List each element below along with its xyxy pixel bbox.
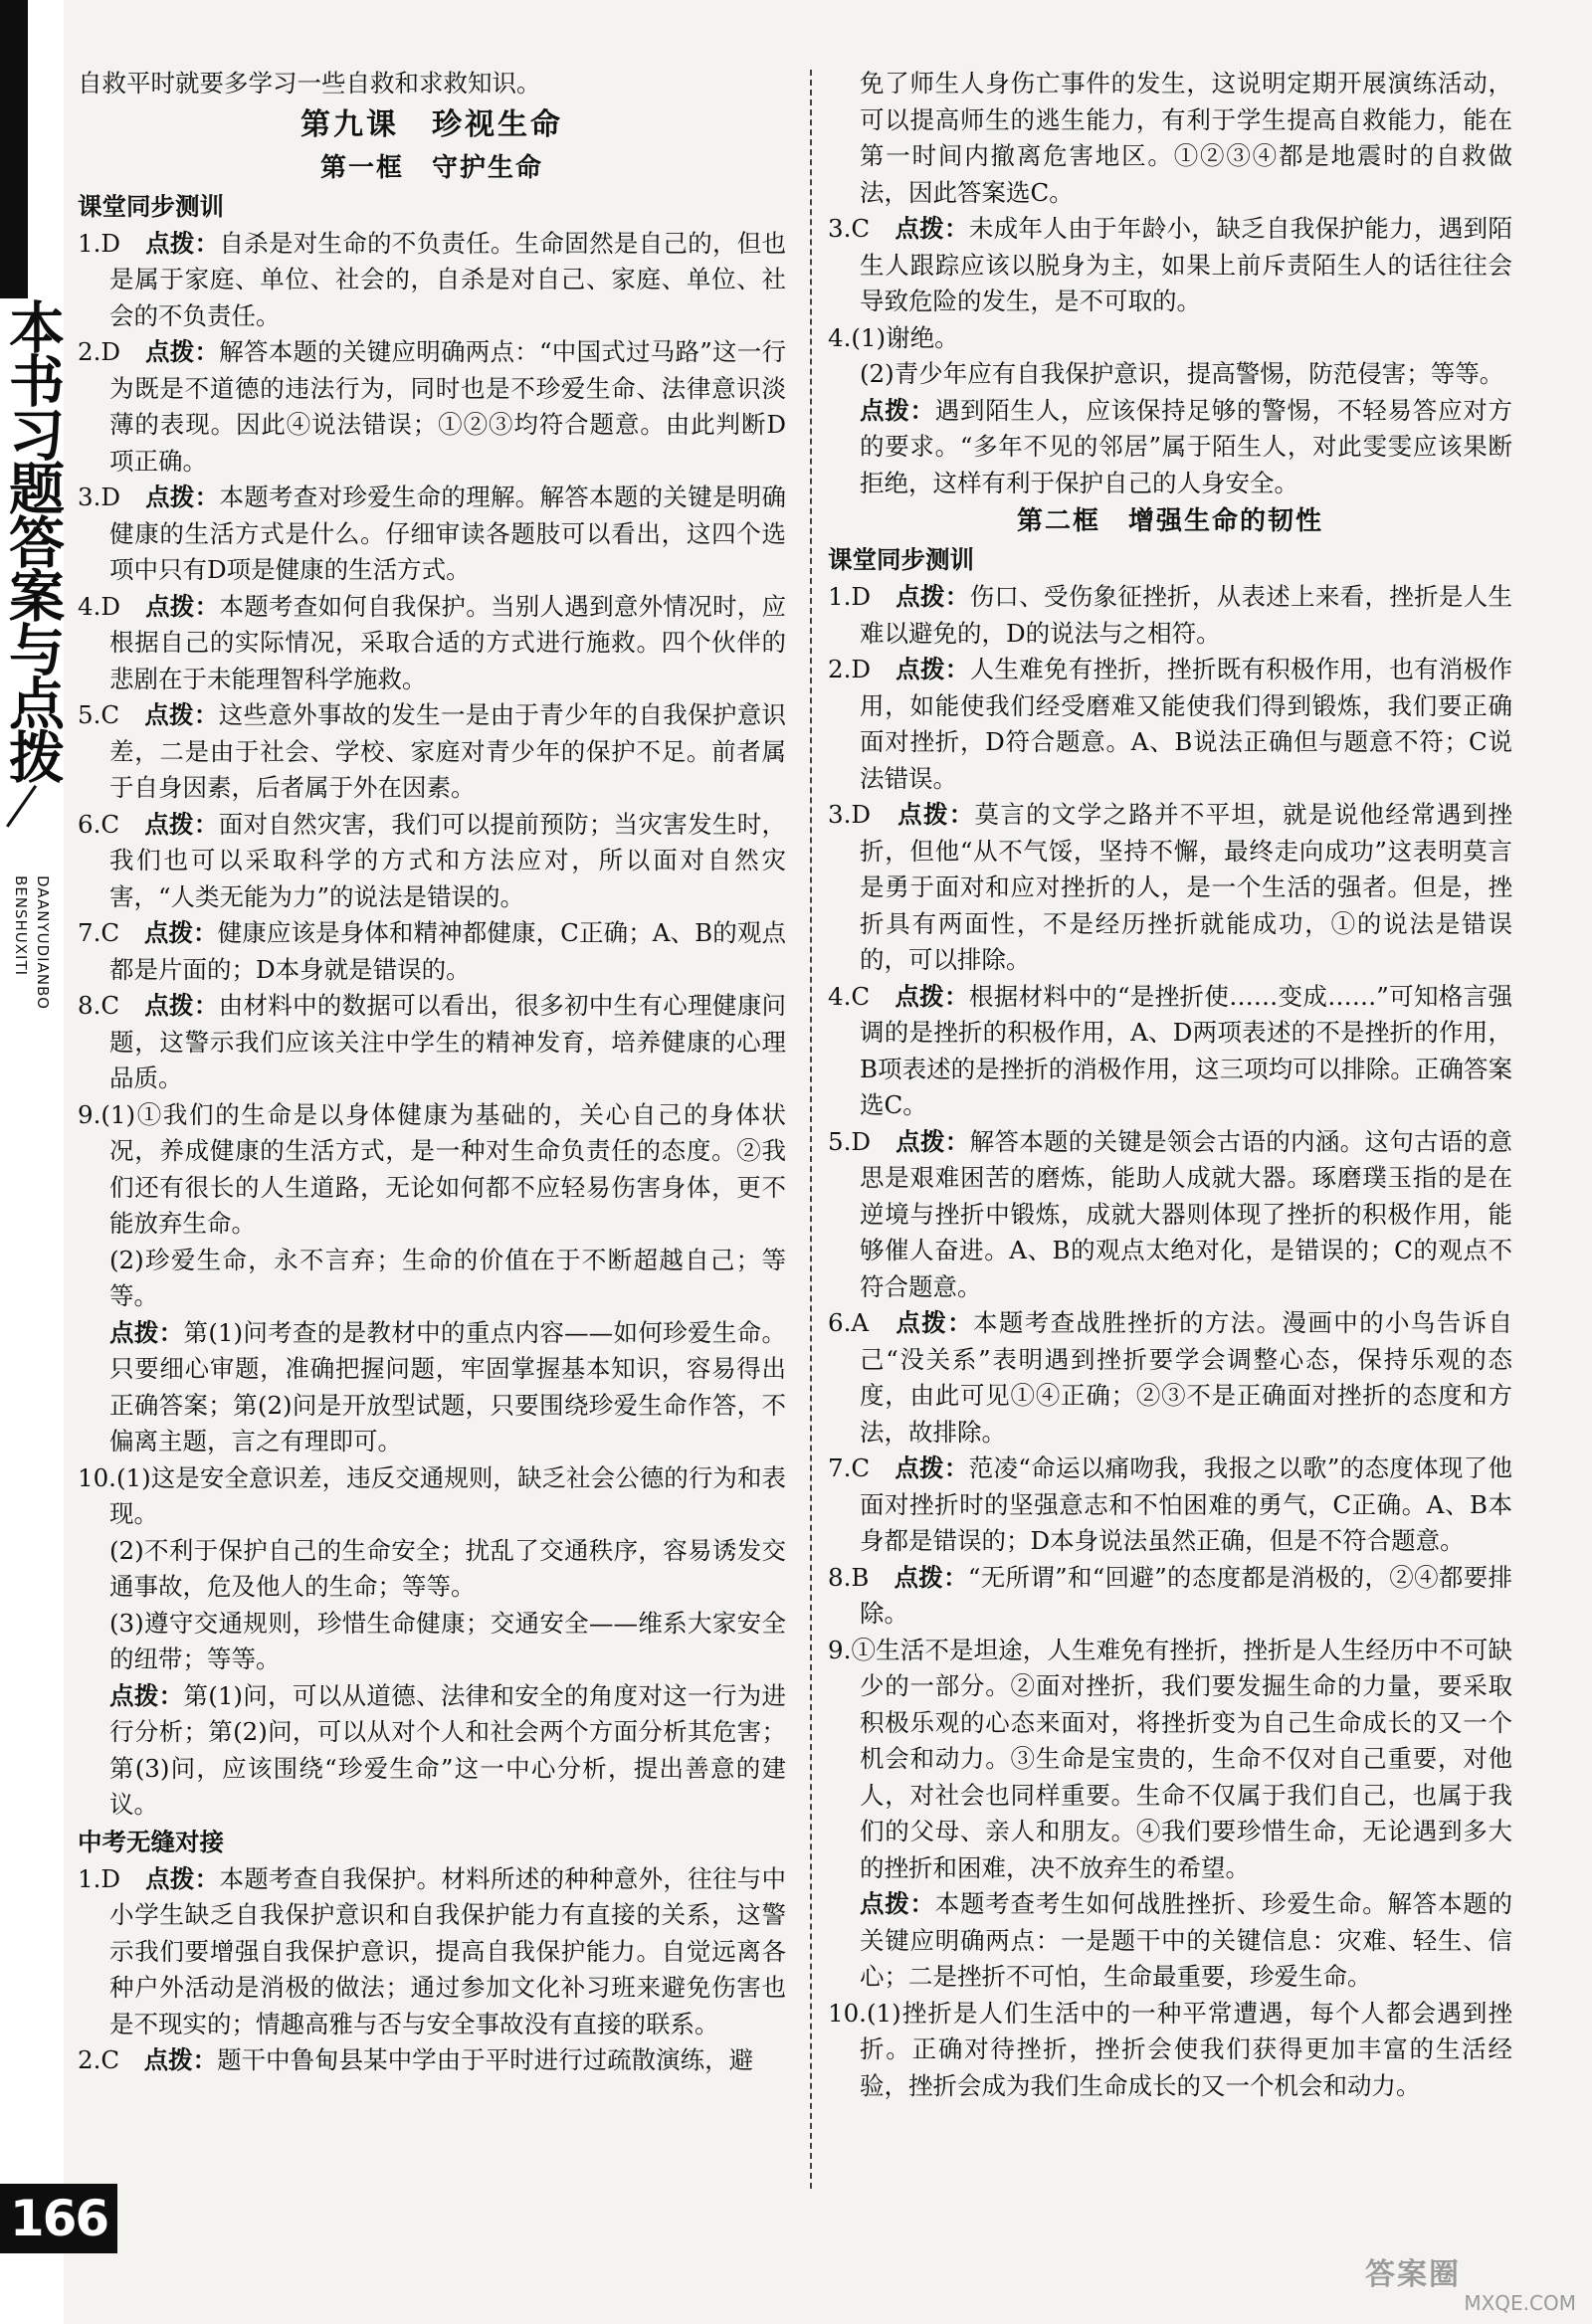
tip-label: 点拨：	[894, 1562, 968, 1592]
answer-10: 10.(1)这是安全意识差，违反交通规则，缺乏社会公德的行为和表现。	[78, 1462, 786, 1528]
tip-label: 点拨：	[109, 1680, 184, 1710]
frame-title: 第一框 守护生命	[319, 152, 543, 183]
frame-title: 第二框 增强生命的韧性	[1016, 506, 1323, 536]
spine-title: 本书习题答案与点拨	[0, 298, 65, 782]
tip-label: 点拨：	[145, 228, 220, 258]
answer-9-tip: 点拨：第(1)问考查的是教材中的重点内容——如何珍爱生命。只要细心审题，准确把握问题，牢固掌握基本知识，容易得出正确答案；第(2)问是开放型试题，只要围绕珍爱生命作答，不偏离主题，言之有理即可。	[109, 1317, 787, 1455]
spine-pinyin-line-1: BENSHUXITI	[12, 875, 30, 977]
answer-item: 5.D 点拨：解答本题的关键是领会古语的内涵。这句古语的意思是艰难困苦的磨炼，能助人成就大器。琢磨璞玉指的是在逆境与挫折中锻炼，成就大器则体现了挫折的积极作用，能够催人奋进。A、B的观点太绝对化，是错误的；C的观点不符合题意。	[828, 1126, 1513, 1301]
spine-pinyin-line-2: DAANYUDIANBO	[34, 875, 52, 1010]
answer-9: 9.①生活不是坦途，人生难免有挫折，挫折是人生经历中不可缺少的一部分。②面对挫折，我们要发掘生命的力量，要采取积极乐观的心态来面对，将挫折变为自己生命成长的又一个机会和动力。③生命是宝贵的，生命不仅对自己重要，对他人，对社会也同样重要。生命不仅属于我们自己，也属于我们的父母、亲人和朋友。④我们要珍惜生命，无论遇到多大的挫折和困难，决不放弃生的希望。	[828, 1635, 1512, 1882]
exam-answer-3: 3.C 点拨：未成年人由于年龄小，缺乏自我保护能力，遇到陌生人跟踪应该以脱身为主，如果上前斥责陌生人的话往往会导致危险的发生，是不可取的。	[828, 214, 1513, 315]
answer-item: 1.D 点拨：伤口、受伤象征挫折，从表述上来看，挫折是人生难以避免的，D的说法与之相符。	[828, 582, 1513, 648]
answer-item: 7.C 点拨：健康应该是身体和精神都健康，C正确；A、B的观点都是片面的；D本身就是错误的。	[78, 918, 786, 984]
watermark-logo	[1365, 2258, 1584, 2318]
answer-item: 1.D 点拨：自杀是对生命的不负责任。生命固然是自己的，但也是属于家庭、单位、社会的，自杀是对自己、家庭、单位、社会的不负责任。	[78, 228, 787, 330]
tip-label: 点拨：	[145, 337, 220, 366]
section-heading: 课堂同步测训	[78, 191, 224, 221]
answer-10-part-2: (2)不利于保护自己的生命安全；扰乱了交通秩序，容易诱发交通事故，危及他人的生命；等等。	[109, 1535, 786, 1601]
answer-list	[828, 579, 1512, 1633]
answer-item: 3.D 点拨：莫言的文学之路并不平坦，就是说他经常遇到挫折，但他“从不气馁，坚持不懈，最终走向成功”这表明莫言是勇于面对和应对挫折的人，是一个生活的强者。但是，挫折具有两面性，不是经历挫折就能成功，①的说法是错误的，可以排除。	[828, 800, 1513, 974]
tip-label: 点拨：	[860, 395, 935, 425]
answer-10: 10.(1)挫折是人们生活中的一种平常遭遇，每个人都会遇到挫折。正确对待挫折，挫折会使我们获得更加丰富的生活经验，挫折会成为我们生命成长的又一个机会和动力。	[828, 1998, 1512, 2100]
answer-10-part-3: (3)遵守交通规则，珍惜生命健康；交通安全——维系大家安全的纽带；等等。	[109, 1608, 786, 1673]
exam-answer-4: 4.(1)谢绝。	[828, 322, 959, 352]
tip-label: 点拨：	[145, 591, 220, 621]
spine-pinyin	[8, 875, 58, 1134]
tip-label: 点拨：	[895, 1453, 969, 1482]
tip-label: 点拨：	[144, 991, 219, 1020]
answer-item: 4.C 点拨：根据材料中的“是挫折使……变成……”可知格言强调的是挫折的积极作用，A、D两项表述的不是挫折的作用，B项表述的是挫折的消极作用，这三项均可以排除。正确答案选C。	[828, 981, 1513, 1119]
tip-label: 点拨：	[897, 800, 975, 829]
answer-item: 7.C 点拨：范凌“命运以痛吻我，我报之以歌”的态度体现了他面对挫折时的坚强意志和不怕困难的勇气，C正确。A、B本身都是错误的；D本身说法虽然正确，但是不符合题意。	[828, 1453, 1513, 1555]
answer-item: 6.C 点拨：面对自然灾害，我们可以提前预防；当灾害发生时，我们也可以采取科学的方式和方法应对，所以面对自然灾害，“人类无能为力”的说法是错误的。	[78, 809, 787, 911]
tip-label: 点拨：	[896, 1308, 973, 1337]
intro-line: 自救平时就要多学习一些自救和求救知识。	[78, 69, 541, 97]
section-heading: 中考无缝对接	[78, 1827, 224, 1856]
answer-10-tip: 点拨：第(1)问，可以从道德、法律和安全的角度对这一行为进行分析；第(2)问，可以从对个人和社会两个方面分析其危害；第(3)问，应该围绕“珍爱生命”这一中心分析，提出善意的建议。	[109, 1680, 787, 1819]
answer-item: 4.D 点拨：本题考查如何自我保护。当别人遇到意外情况时，应根据自己的实际情况，采取合适的方式进行施救。四个伙伴的悲剧在于未能理智科学施救。	[78, 591, 787, 693]
tip-label: 点拨：	[144, 700, 219, 729]
answer-item: 3.D 点拨：本题考查对珍爱生命的理解。解答本题的关键是明确健康的生活方式是什么。仔细审读各题肢可以看出，这四个选项中只有D项是健康的生活方式。	[78, 483, 787, 584]
answer-9-part-2: (2)珍爱生命，永不言弃；生命的价值在于不断超越自己；等等。	[109, 1245, 786, 1310]
answer-9-tip: 点拨：本题考查考生如何战胜挫折、珍爱生命。解答本题的关键应明确两点：一是题干中的关键信息：灾难、轻生、信心；二是挫折不可怕，生命最重要，珍爱生命。	[860, 1889, 1512, 1991]
lesson-title: 第九课 珍视生命	[300, 106, 563, 142]
answer-item: 8.C 点拨：由材料中的数据可以看出，很多初中生有心理健康问题，这警示我们应该关注中学生的精神发育，培养健康的心理品质。	[78, 991, 787, 1092]
answer-item: 8.B 点拨：“无所谓”和“回避”的态度都是消极的，②④都要排除。	[828, 1562, 1513, 1628]
tip-label: 点拨：	[860, 1889, 935, 1918]
exam-answer-2-continued: 免了师生人身伤亡事件的发生，这说明定期开展演练活动，可以提高师生的逃生能力，有利于学生提高自救能力，能在第一时间内撤离危害地区。①②③④都是地震时的自救做法，因此答案选C。	[860, 69, 1512, 207]
left-column	[78, 66, 786, 2079]
exam-answer-4-tip: 点拨：遇到陌生人，应该保持足够的警惕，不轻易答应对方的要求。“多年不见的邻居”属于陌生人，对此雯雯应该果断拒绝，这样有利于保护自己的人身安全。	[860, 395, 1512, 497]
exam-answer-1: 1.D 点拨：本题考查自我保护。材料所述的种种意外，往往与中小学生缺乏自我保护意识和自我保护能力有直接的关系，这警示我们要增强自我保护意识，提高自我保护能力。自觉远离各种户外活动是消极的做法；通过参加文化补习班来避免伤害也是不现实的；情趣高雅与否与安全事故没有直接的联系。	[78, 1863, 787, 2038]
book-spine	[0, 0, 64, 2324]
answer-item: 2.D 点拨：解答本题的关键应明确两点：“中国式过马路”这一行为既是不道德的违法行为，同时也是不珍爱生命、法律意识淡薄的表现。因此④说法错误；①②③均符合题意。由此判断D项正确。	[78, 337, 787, 476]
answer-item: 6.A 点拨：本题考查战胜挫折的方法。漫画中的小鸟告诉自己“没关系”表明遇到挫折要学会调整心态，保持乐观的态度，由此可见①④正确；②③不是正确面对挫折的态度和方法，故排除。	[828, 1308, 1513, 1447]
answer-item: 5.C 点拨：这些意外事故的发生一是由于青少年的自我保护意识差，二是由于社会、学校、家庭对青少年的保护不足。前者属于自身因素，后者属于外在因素。	[78, 700, 787, 802]
tip-label: 点拨：	[144, 809, 219, 839]
tip-label: 点拨：	[143, 918, 218, 947]
watermark-url: MXQE.COM	[1464, 2291, 1576, 2315]
tip-label: 点拨：	[145, 483, 220, 511]
column-divider	[810, 70, 812, 2189]
spine-black-bar	[0, 0, 28, 298]
tip-label: 点拨：	[895, 981, 969, 1011]
page-number: 166	[0, 2184, 117, 2253]
exam-answer-4-part-2: (2)青少年应有自我保护意识，提高警惕，防范侵害；等等。	[860, 359, 1504, 388]
answer-item: 2.D 点拨：人生难免有挫折，挫折既有积极作用，也有消极作用，如能使我们经受磨难又能使我们得到锻炼，我们要正确面对挫折，D符合题意。A、B说法正确但与题意不符；C说法错误。	[828, 655, 1513, 793]
tip-label: 点拨：	[896, 1126, 970, 1156]
tip-label: 点拨：	[109, 1317, 184, 1347]
section-heading: 课堂同步测训	[828, 545, 974, 574]
answer-list	[78, 226, 786, 1097]
answer-9: 9.(1)①我们的生命是以身体健康为基础的，关心自己的身体状况，养成健康的生活方式，是一种对生命负责任的态度。②我们还有很长的人生道路，无论如何都不应轻易伤害身体，更不能放弃生命。	[78, 1099, 786, 1238]
right-column	[828, 66, 1512, 2104]
spine-slash	[6, 785, 37, 828]
tip-label: 点拨：	[896, 582, 970, 611]
tip-label: 点拨：	[896, 655, 970, 683]
exam-answer-2: 2.C 点拨：题干中鲁甸县某中学由于平时进行过疏散演练，避	[78, 2045, 754, 2074]
watermark-text: 答案圈	[1365, 2257, 1461, 2292]
